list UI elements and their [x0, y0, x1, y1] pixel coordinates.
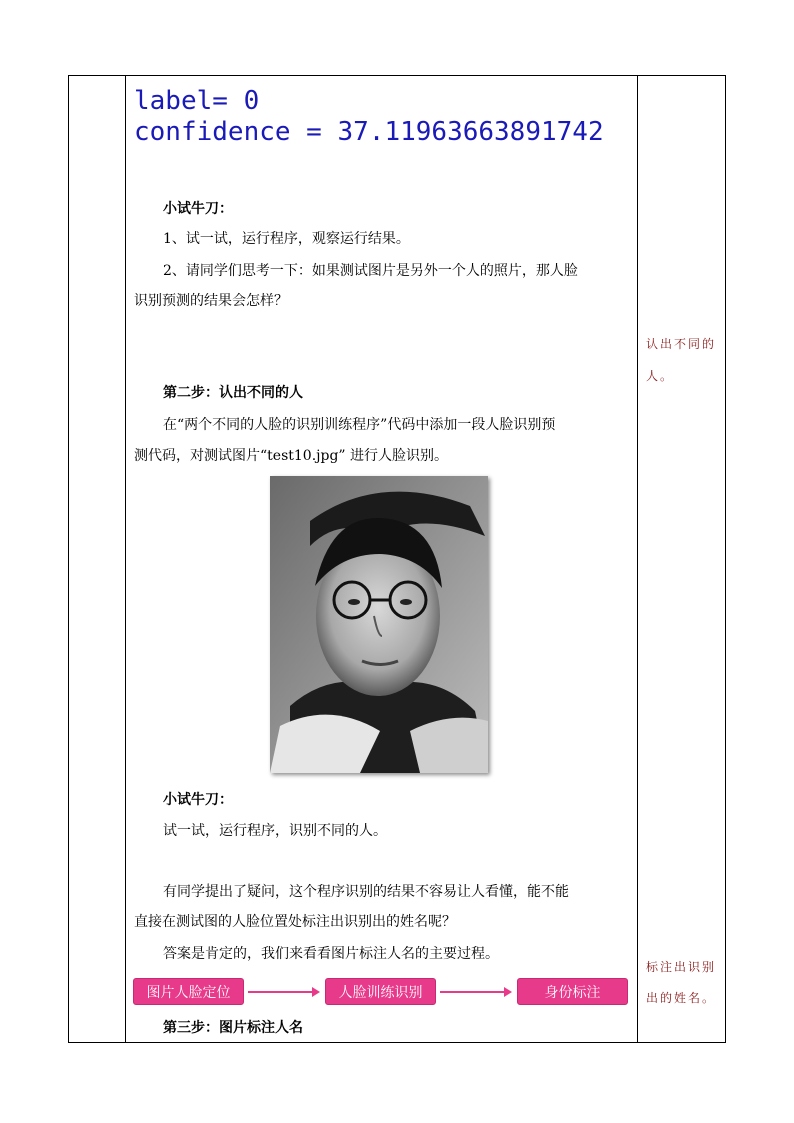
code-output-label: label= 0	[134, 86, 260, 116]
flow-step-train-recognize: 人脸训练识别	[325, 978, 436, 1005]
answer-text: 答案是肯定的，我们来看看图片标注人名的主要过程。	[163, 946, 499, 962]
test-portrait-photo	[270, 476, 488, 773]
try1-item2-line2: 识别预测的结果会怎样？	[134, 293, 288, 309]
try1-item1: 1、试一试，运行程序，观察运行结果。	[163, 231, 410, 247]
column-divider-right	[637, 76, 638, 1042]
column-divider-left	[125, 76, 126, 1042]
question-line1: 有同学提出了疑问，这个程序识别的结果不容易让人看懂，能不能	[163, 884, 569, 900]
side-note-2-line1: 标注出识别	[646, 960, 717, 974]
side-note-2-line2: 出的姓名。	[646, 991, 717, 1005]
flow-arrow-2	[440, 991, 510, 993]
try2-heading: 小试牛刀：	[163, 792, 233, 808]
flow-step-identity-label: 身份标注	[517, 978, 628, 1005]
flow-arrow-1	[248, 991, 318, 993]
side-note-1-line2: 人。	[646, 369, 675, 383]
step2-para-line1: 在“两个不同的人脸的识别训练程序”代码中添加一段人脸识别预	[163, 417, 556, 433]
step2-para-line2: 测代码，对测试图片“test10.jpg” 进行人脸识别。	[134, 448, 449, 464]
flow-step-face-locate: 图片人脸定位	[133, 978, 244, 1005]
side-note-1-line1: 认出不同的	[646, 337, 717, 351]
portrait-illustration	[270, 476, 488, 773]
step3-heading: 第三步：图片标注人名	[163, 1020, 303, 1036]
code-output-confidence: confidence = 37.11963663891742	[134, 117, 604, 147]
try1-item2-line1: 2、请同学们思考一下：如果测试图片是另外一个人的照片，那人脸	[163, 263, 578, 279]
question-line2: 直接在测试图的人脸位置处标注出识别出的姓名呢？	[134, 914, 456, 930]
step2-heading: 第二步：认出不同的人	[163, 385, 303, 401]
try1-heading: 小试牛刀：	[163, 201, 233, 217]
try2-item1: 试一试，运行程序，识别不同的人。	[163, 823, 387, 839]
